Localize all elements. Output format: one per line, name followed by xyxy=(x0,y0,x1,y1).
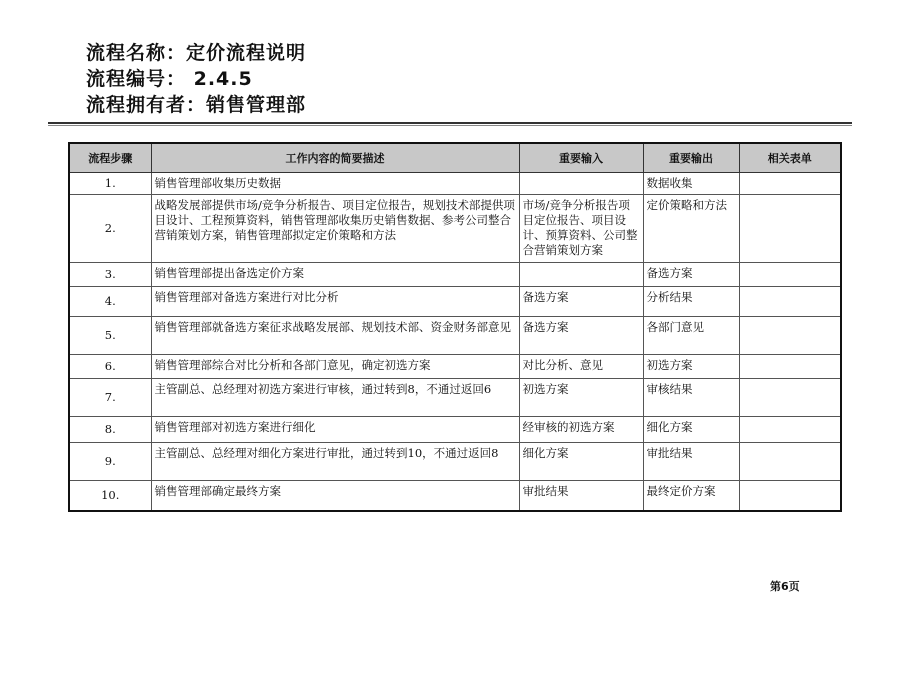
process-code: 流程编号： 2.4.5 xyxy=(86,68,253,90)
table-row xyxy=(69,355,841,379)
table-row xyxy=(69,481,841,511)
table-row xyxy=(69,195,841,263)
document-header xyxy=(86,40,306,118)
column-header-description: 工作内容的简要描述 xyxy=(151,143,519,173)
table-header-row xyxy=(69,143,841,173)
page-number: 第6页 xyxy=(770,580,800,593)
form-cell xyxy=(739,355,841,379)
output-cell: 初选方案 xyxy=(643,355,739,379)
process-owner: 流程拥有者：销售管理部 xyxy=(86,94,307,116)
table-row xyxy=(69,379,841,417)
table-row xyxy=(69,317,841,355)
description-cell: 主管副总、总经理对细化方案进行审批，通过转到10，不通过返回8 xyxy=(151,443,519,481)
input-cell: 对比分析、意见 xyxy=(519,355,643,379)
process-name: 流程名称：定价流程说明 xyxy=(86,42,307,64)
form-cell xyxy=(739,481,841,511)
input-cell: 审批结果 xyxy=(519,481,643,511)
step-cell: 1. xyxy=(69,173,151,195)
step-cell: 4. xyxy=(69,287,151,317)
form-cell xyxy=(739,443,841,481)
description-cell: 销售管理部对初选方案进行细化 xyxy=(151,417,519,443)
step-cell: 5. xyxy=(69,317,151,355)
description-cell: 战略发展部提供市场/竞争分析报告、项目定位报告，规划技术部提供项目设计、工程预算资料，销售管理部收集历史销售数据、参考公司整合营销策划方案，销售管理部拟定定价策略和方法 xyxy=(151,195,519,263)
input-cell: 备选方案 xyxy=(519,317,643,355)
form-cell xyxy=(739,263,841,287)
form-cell xyxy=(739,379,841,417)
description-cell: 销售管理部综合对比分析和各部门意见，确定初选方案 xyxy=(151,355,519,379)
input-cell: 初选方案 xyxy=(519,379,643,417)
table-row xyxy=(69,443,841,481)
table-row xyxy=(69,287,841,317)
step-cell: 3. xyxy=(69,263,151,287)
table-row xyxy=(69,417,841,443)
input-cell: 经审核的初选方案 xyxy=(519,417,643,443)
form-cell xyxy=(739,417,841,443)
header-divider-thin xyxy=(48,125,852,126)
process-table xyxy=(68,142,842,512)
column-header-input: 重要输入 xyxy=(519,143,643,173)
input-cell xyxy=(519,173,643,195)
form-cell xyxy=(739,287,841,317)
description-cell: 销售管理部对备选方案进行对比分析 xyxy=(151,287,519,317)
output-cell: 审核结果 xyxy=(643,379,739,417)
header-divider xyxy=(48,122,852,124)
output-cell: 备选方案 xyxy=(643,263,739,287)
description-cell: 销售管理部就备选方案征求战略发展部、规划技术部、资金财务部意见 xyxy=(151,317,519,355)
output-cell: 数据收集 xyxy=(643,173,739,195)
step-cell: 10. xyxy=(69,481,151,511)
step-cell: 2. xyxy=(69,195,151,263)
form-cell xyxy=(739,317,841,355)
input-cell: 细化方案 xyxy=(519,443,643,481)
input-cell: 市场/竞争分析报告项目定位报告、项目设计、预算资料、公司整合营销策划方案 xyxy=(519,195,643,263)
column-header-output: 重要输出 xyxy=(643,143,739,173)
output-cell: 细化方案 xyxy=(643,417,739,443)
input-cell xyxy=(519,263,643,287)
step-cell: 7. xyxy=(69,379,151,417)
description-cell: 销售管理部确定最终方案 xyxy=(151,481,519,511)
column-header-step: 流程步骤 xyxy=(69,143,151,173)
output-cell: 最终定价方案 xyxy=(643,481,739,511)
column-header-forms: 相关表单 xyxy=(739,143,841,173)
description-cell: 销售管理部收集历史数据 xyxy=(151,173,519,195)
output-cell: 定价策略和方法 xyxy=(643,195,739,263)
input-cell: 备选方案 xyxy=(519,287,643,317)
description-cell: 主管副总、总经理对初选方案进行审核，通过转到8，不通过返回6 xyxy=(151,379,519,417)
output-cell: 审批结果 xyxy=(643,443,739,481)
step-cell: 6. xyxy=(69,355,151,379)
form-cell xyxy=(739,173,841,195)
table-row xyxy=(69,263,841,287)
step-cell: 8. xyxy=(69,417,151,443)
output-cell: 各部门意见 xyxy=(643,317,739,355)
output-cell: 分析结果 xyxy=(643,287,739,317)
table-row xyxy=(69,173,841,195)
form-cell xyxy=(739,195,841,263)
step-cell: 9. xyxy=(69,443,151,481)
description-cell: 销售管理部提出备选定价方案 xyxy=(151,263,519,287)
